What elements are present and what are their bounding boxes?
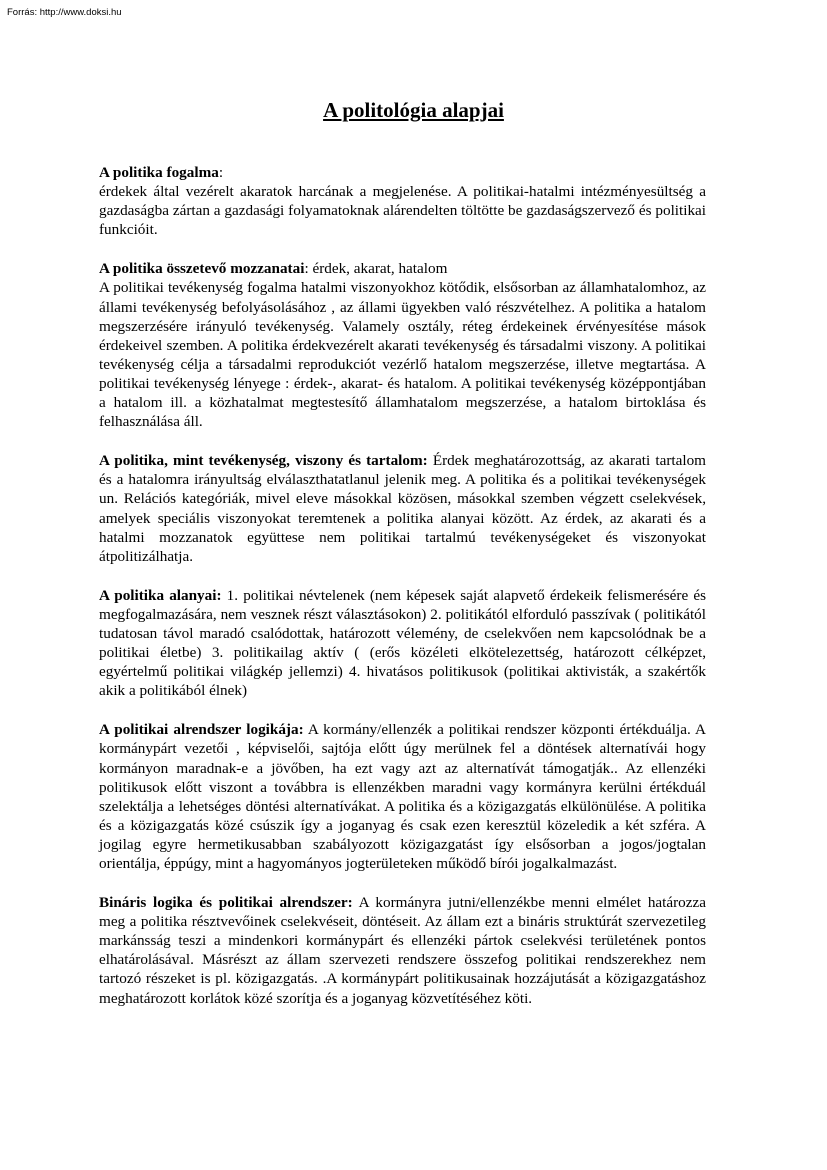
section-heading: A politika alanyai:	[99, 586, 222, 604]
page-title: A politológia alapjai	[323, 98, 504, 122]
section-text: érdekek által vezérelt akaratok harcának a megjelenése. A politikai-hatalmi intézményesültség a gazdaságba zártan a gazdasági folyamatoknak alárendelten töltötte be gazdaságszervező és politikai funkcióit.	[99, 183, 706, 239]
section-heading: A politikai alrendszer logikája:	[99, 721, 304, 739]
section-text: A kormány/ellenzék a politikai rendszer központi értékduálja. A kormánypárt vezetői , képviselői, sajtója előtt úgy merülnek fel a döntések alternatívái hogy kormányon maradnak-e a jövőben, ha ezt vagy azt az alternatívát támogatják.. Az ellenzéki politikusok előtt viszont a továbbra is ellenzékben maradni vagy kormányra kerülni értékduál szelektálja a lehetséges döntési alternatívákat. A politika és a közigazgatás elkülönülése. A politika és a közigazgatás közé csúszik így a joganyag és csak ezen keresztül közeledik a két szféra. A jogilag egyre hermetikusabban szabályozott közigazgatást így elsősorban a jogos/jogtalan orientálja, éppúgy, mint a hagyományos jogterületeken működő bírói jogalkalmazást.	[99, 721, 706, 872]
source-line: Forrás: http://www.doksi.hu	[7, 7, 122, 18]
section-heading-suffix: :	[218, 164, 224, 181]
section-paragraph	[99, 163, 706, 239]
section-heading: A politika összetevő mozzanatai	[99, 260, 305, 278]
section-paragraph	[99, 259, 706, 431]
section-heading: Bináris logika és politikai alrendszer:	[99, 894, 353, 912]
section-text: 1. politikai névtelenek (nem képesek saját alapvető érdekeik felismerésére és megfogalmazására, nem vesznek részt választásokon) 2. politikától elforduló passzívak ( politikától tudatosan távol maradó csalódottak, határozott vélemény, de cselekvően nem kapcsolódnak be a politikai életbe) 3. politikailag aktív ( (erős közéleti elkötelezettség, határozott célképzet, egyértelmű politikai világkép jellemzi) 4. hivatásos politikusok (politikai aktivisták, a szakértők akik a politikából élnek)	[99, 586, 706, 700]
section-paragraph	[99, 720, 706, 873]
section-text: Érdek meghatározottság, az akarati tartalom és a hatalomra irányultság elválaszthatatlanul jelenik meg. A politika és a politikai tevékenységek un. Relációs kategóriák, mivel eleve másokkal közösen, másokkal szemben végzett cselekvések, amelyek speciális viszonyokat teremtenek a politika alanyai között. Az érdek, az akarati és a hatalmi mozzanatok együttese nem politikai tartalmú tevékenységeket és viszonyokat átpolitizálhatja.	[99, 452, 706, 565]
section-heading: A politika, mint tevékenység, viszony és tartalom:	[99, 452, 428, 470]
document-body	[99, 163, 706, 1028]
section-text: A politikai tevékenység fogalma hatalmi viszonyokhoz kötődik, elsősorban az államhatalomhoz, az állami tevékenység befolyásolásához , az állami ügyekben való részvételhez. A politika a hatalom megszerzésére irányuló tevékenység. Valamely osztály, réteg érdekeinek érvényesítése mások érdekeivel szemben. A politika érdekvezérelt akarati tevékenység és társadalmi viszony. A politikai tevékenység célja a társadalmi reprodukciót vezérlő hatalom megszerzése, illetve megtartása. A politikai tevékenység lényege : érdek-, akarat- és hatalom. A politikai tevékenység középpontjában a hatalom ill. a közhatalmat megtestesítő államhatalom megszerzése, a hatalom birtoklása és felhasználása áll.	[99, 279, 706, 431]
section-heading: A politika fogalma	[99, 164, 219, 181]
section-paragraph	[99, 586, 706, 701]
section-paragraph	[99, 451, 706, 566]
section-text: A kormányra jutni/ellenzékbe menni elmélet határozza meg a politika résztvevőinek cselekvéseit, döntéseit. Az állam ezt a bináris struktúrát szervezetileg markánsság teszi a mindenkori kormánypárt és ellenzéki pártok cselekvési területének pontos elhatárolásával. Másrészt az állam szervezeti rendszere összefog politikai rendszerekhez nem tartozó részeket is pl. közigazgatás. .A kormánypárt politikusainak hozzájutását a közigazgatáshoz meghatározott korlátok közé szorítja és a joganyag közvetítéséhez köti.	[99, 894, 706, 1007]
section-paragraph	[99, 893, 706, 1008]
section-heading-suffix: : érdek, akarat, hatalom	[304, 260, 448, 278]
